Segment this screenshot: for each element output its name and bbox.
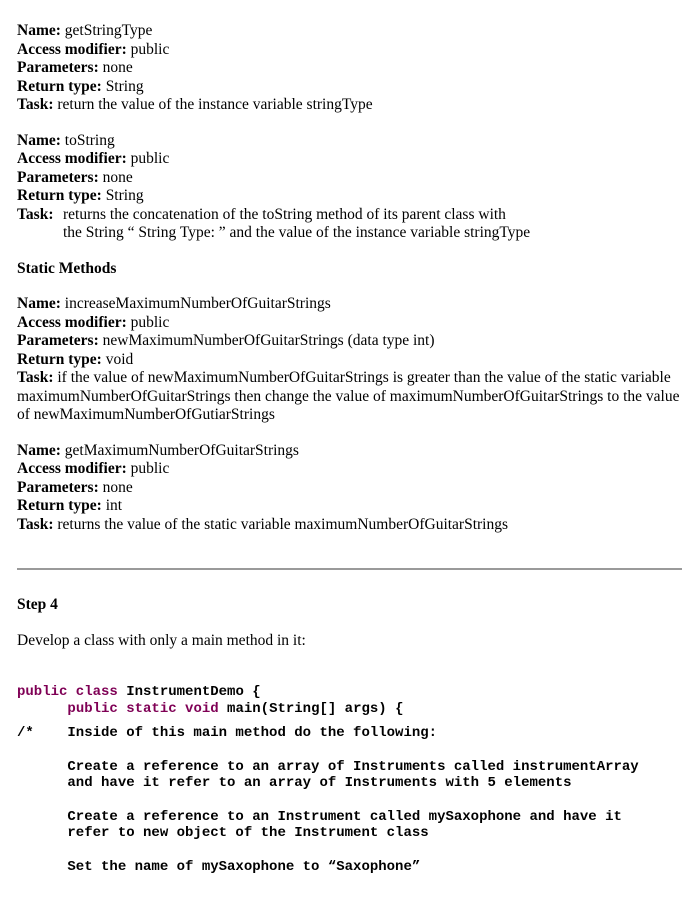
return-line [17,187,682,206]
static-methods-heading: Static Methods [17,259,117,277]
label-access: Access modifier: [17,150,127,167]
method-name-line [17,22,682,41]
label-return: Return type: [17,350,102,368]
task-value-line-2: the String “ String Type: ” and the value of the instance variable stringType [63,224,531,241]
task-line [17,206,682,243]
params-value: none [102,59,133,76]
task-value-line-1: returns the concatenation of the toString method of its parent class with [63,205,506,223]
code-indent [17,701,67,717]
access-line [17,460,682,479]
code-keyword: public class [17,684,118,700]
label-task: Task: [17,205,54,223]
label-params: Parameters: [17,59,99,76]
params-value: none [102,478,133,496]
label-params: Parameters: [17,332,99,349]
return-line [17,497,682,516]
task-value: returns the value of the static variable maximumNumberOfGuitarStrings [57,515,509,533]
task-line [17,96,682,115]
document-body [17,22,682,534]
access-value: public [130,40,170,58]
code-line: refer to new object of the Instrument class [17,825,429,841]
code-line: Set the name of mySaxophone to “Saxophone” [17,858,421,875]
params-value: none [102,168,133,186]
step-intro: Develop a class with only a main method in it: [17,631,306,649]
label-params: Parameters: [17,168,99,186]
label-access: Access modifier: [17,313,127,331]
access-value: public [130,313,170,331]
code-block [17,684,682,875]
code-line: and have it refer to an array of Instruments with 5 elements [17,775,572,791]
task-value: return the value of the instance variable stringType [57,96,373,113]
code-line [17,701,682,718]
label-access: Access modifier: [17,460,127,477]
label-return: Return type: [17,497,102,514]
access-line [17,41,682,60]
step-title: Step 4 [17,596,58,613]
code-text: main(String[] args) { [218,700,404,717]
params-line [17,479,682,498]
params-line [17,59,682,78]
code-keyword: public static void [67,700,219,717]
task-line [17,516,682,535]
method-name: toString [64,131,115,149]
return-line [17,78,682,97]
code-line [17,684,682,701]
label-name: Name: [17,295,61,312]
label-task: Task: [17,369,54,386]
return-line [17,351,682,370]
return-value: String [105,77,144,95]
return-value: void [105,350,134,368]
method-name-line [17,132,682,151]
label-access: Access modifier: [17,40,127,58]
method-name-line [17,295,682,314]
label-params: Parameters: [17,478,99,496]
label-task: Task: [17,515,54,533]
label-return: Return type: [17,77,102,95]
label-return: Return type: [17,187,102,204]
code-line: /* Inside of this main method do the following: [17,725,438,741]
label-name: Name: [17,441,61,459]
method-name: increaseMaximumNumberOfGuitarStrings [64,295,331,312]
access-value: public [130,150,170,167]
task-line [17,369,682,425]
label-task: Task: [17,96,54,113]
code-line: Create a reference to an Instrument called mySaxophone and have it [17,808,622,825]
code-text: InstrumentDemo { [117,684,261,700]
params-line [17,169,682,188]
access-line [17,150,682,169]
method-name-line [17,442,682,461]
access-value: public [130,460,170,477]
task-value: if the value of newMaximumNumberOfGuitarStrings is greater than the value of the static variable maximumNumberOfGuitarStrings then change the value of maximumNumberOfGuitarStrings to the value of newMaximumNumberOfGutiarStrings [17,369,680,423]
method-name: getStringType [64,22,153,39]
access-line [17,314,682,333]
params-value: newMaximumNumberOfGuitarStrings (data type int) [102,332,435,349]
return-value: int [105,497,123,514]
label-name: Name: [17,131,61,149]
label-name: Name: [17,22,61,39]
params-line [17,332,682,351]
code-line: Create a reference to an array of Instruments called instrumentArray [17,758,639,775]
section-divider [17,568,682,570]
return-value: String [105,187,144,204]
step-section [17,596,306,650]
method-name: getMaximumNumberOfGuitarStrings [64,441,299,459]
